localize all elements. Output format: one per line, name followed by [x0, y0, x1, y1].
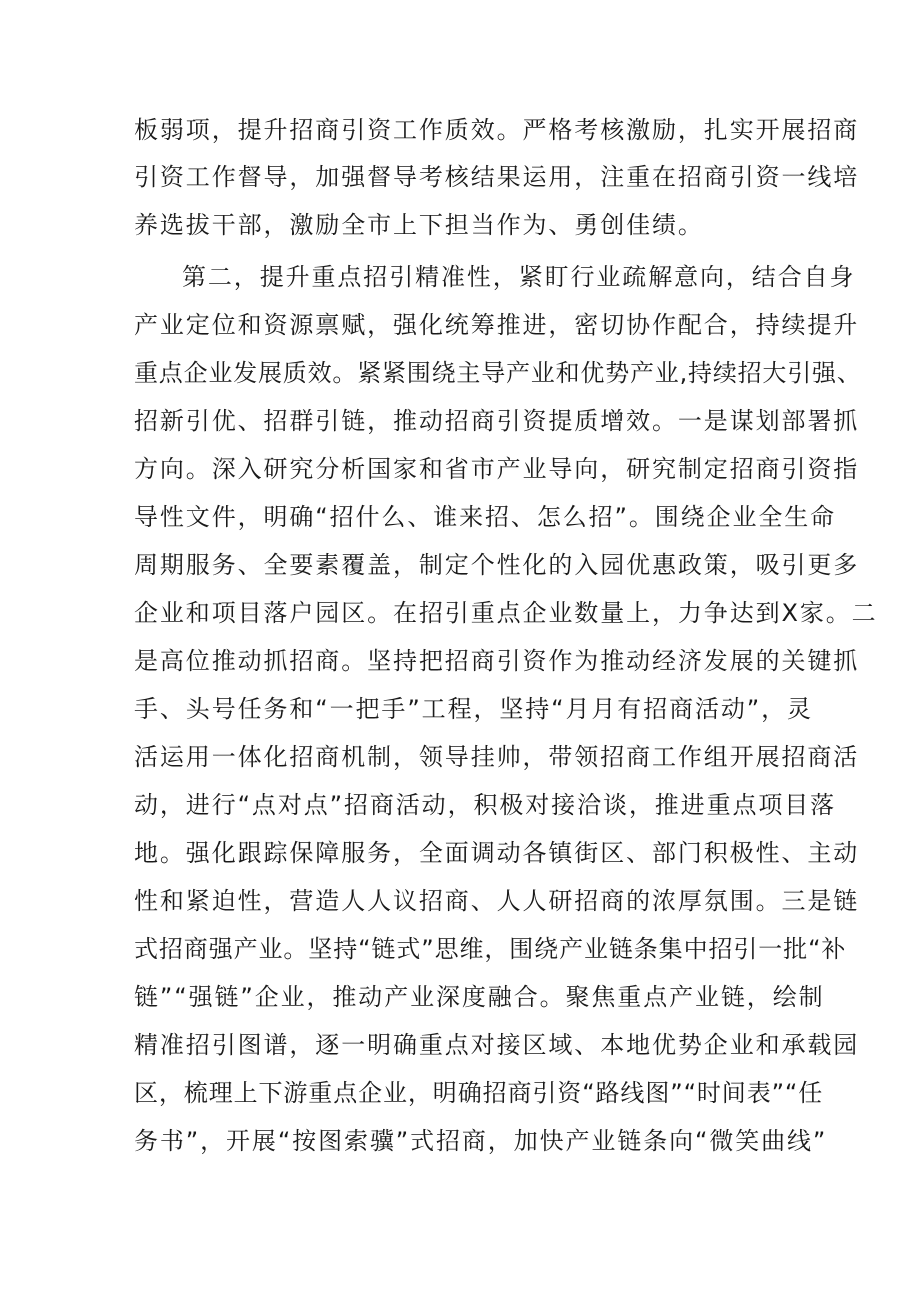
- text-line: 是高位推动抓招商。坚持把招商引资作为推动经济发展的关键抓: [134, 647, 860, 675]
- paragraph-first-line: 第二，提升重点招引精准性，紧盯行业疏解意向，结合自身: [182, 263, 856, 291]
- text-line: 地。强化跟踪保障服务，全面调动各镇街区、部门积极性、主动: [134, 839, 860, 867]
- text-line: 周期服务、全要素覆盖，制定个性化的入园优惠政策，吸引更多: [134, 551, 860, 579]
- text-line: 导性文件，明确“招什么、谁来招、怎么招”。围绕企业全生命: [134, 503, 837, 531]
- text-line: 产业定位和资源禀赋，强化统筹推进，密切协作配合，持续提升: [134, 311, 860, 339]
- text-line: 性和紧迫性，营造人人议招商、人人研招商的浓厚氛围。三是链: [134, 887, 860, 915]
- text-line: 引资工作督导，加强督导考核结果运用，注重在招商引资一线培: [134, 163, 860, 191]
- text-line: 链”“强链”企业，推动产业深度融合。聚焦重点产业链，绘制: [134, 983, 825, 1011]
- text-line: 区，梳理上下游重点企业，明确招商引资“路线图”“时间表”“任: [134, 1079, 824, 1107]
- text-line: 重点企业发展质效。紧紧围绕主导产业和优势产业,持续招大引强、: [134, 359, 862, 387]
- text-line: 养选拔干部，激励全市上下担当作为、勇创佳绩。: [134, 211, 704, 239]
- text-line: 动，进行“点对点”招商活动，积极对接洽谈，推进重点项目落: [134, 791, 837, 819]
- text-line: 精准招引图谱，逐一明确重点对接区域、本地优势企业和承载园: [134, 1031, 860, 1059]
- text-line: 式招商强产业。坚持“链式”思维，围绕产业链条集中招引一批“补: [134, 935, 847, 963]
- text-line: 方向。深入研究分析国家和省市产业导向，研究制定招商引资指: [134, 455, 860, 483]
- text-line: 板弱项，提升招商引资工作质效。严格考核激励，扎实开展招商: [134, 116, 860, 144]
- text-line: 招新引优、招群引链，推动招商引资提质增效。一是谋划部署抓: [134, 407, 860, 435]
- text-line: 企业和项目落户园区。在招引重点企业数量上，力争达到X家。二: [134, 599, 878, 627]
- text-line: 活运用一体化招商机制，领导挂帅，带领招商工作组开展招商活: [134, 743, 860, 771]
- text-line: 手、头号任务和“一把手”工程，坚持“月月有招商活动”，灵: [134, 695, 813, 723]
- text-line: 务书”，开展“按图索骥”式招商，加快产业链条向“微笑曲线”: [134, 1127, 828, 1155]
